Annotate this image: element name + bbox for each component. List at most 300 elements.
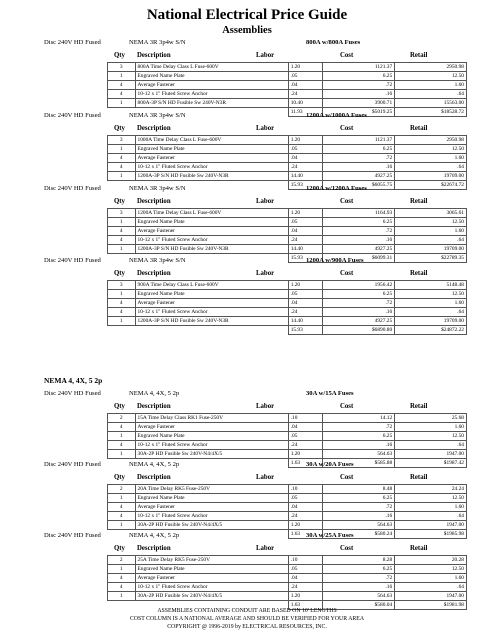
assembly-section <box>0 183 494 263</box>
section-rating: 800A w/800A Fuses <box>306 39 361 46</box>
cell-description: 10-12 x 1" Fluted Screw Anchor <box>135 236 288 245</box>
section-header <box>0 530 494 542</box>
cell-description: 900A Time Delay Class L Fuse-600V <box>135 281 288 290</box>
cell-qty: 4 <box>108 308 136 317</box>
col-retail: Retail <box>410 270 428 277</box>
cell-cost: .16 <box>323 90 395 99</box>
cell-cost: 564.63 <box>323 592 395 601</box>
section-type: Disc 240V HD Fused <box>44 257 101 264</box>
cell-labor: .05 <box>288 565 323 574</box>
cell-description: 30A-2P HD Fusible Sw 240V-N4/4X/5 <box>135 592 288 601</box>
cell-retail: 12.50 <box>395 290 467 299</box>
cell-retail: 2950.98 <box>395 63 467 72</box>
cell-cost: .72 <box>323 299 395 308</box>
cell-cost: 8.28 <box>323 556 395 565</box>
cell-qty: 1 <box>108 145 136 154</box>
cell-retail: 12.50 <box>395 565 467 574</box>
table-row <box>108 227 467 236</box>
column-headers <box>0 196 494 208</box>
footer-line-1: ASSEMBLIES CONTAINING CONDUIT ARE BASED ON 10' LENGTHS <box>157 608 337 614</box>
cell-retail: .64 <box>395 236 467 245</box>
section-header <box>0 255 494 267</box>
cell-labor: .05 <box>288 494 323 503</box>
cell-qty: 4 <box>108 423 136 432</box>
table-row <box>108 145 467 154</box>
cell-cost: .16 <box>323 512 395 521</box>
cell-retail: 12.50 <box>395 72 467 81</box>
cell-cost: 1121.37 <box>323 136 395 145</box>
cell-retail: 1.60 <box>395 299 467 308</box>
table-row <box>108 209 467 218</box>
cell-retail: 15563.00 <box>395 99 467 108</box>
cell-cost: 6.25 <box>323 432 395 441</box>
column-headers <box>0 50 494 62</box>
cell-cost: .16 <box>323 236 395 245</box>
cell-labor: .10 <box>288 414 323 423</box>
cell-qty: 1 <box>108 218 136 227</box>
table-row <box>108 512 467 521</box>
cell-qty: 1 <box>108 565 136 574</box>
col-cost: Cost <box>340 545 354 552</box>
cell-labor: .04 <box>288 423 323 432</box>
cell-qty: 1 <box>108 592 136 601</box>
column-headers <box>0 268 494 280</box>
col-cost: Cost <box>340 474 354 481</box>
section-rating: 1200A w/1200A Fuses <box>306 185 367 192</box>
cell-description: 30A-2P HD Fusible Sw 240V-N4/4X/5 <box>135 450 288 459</box>
col-description: Description <box>137 403 171 410</box>
total-retail: $22674.72 <box>395 181 467 190</box>
cell-labor: 14.40 <box>288 317 323 326</box>
items-table <box>107 135 467 190</box>
col-description: Description <box>137 545 171 552</box>
table-row <box>108 432 467 441</box>
cell-cost: 4927.25 <box>323 172 395 181</box>
cell-description: 1200A-3P S/N HD Fusible Sw 240V-N3R <box>135 317 288 326</box>
total-row <box>108 326 467 335</box>
page-title: National Electrical Price Guide <box>146 7 348 23</box>
total-retail: $1987.42 <box>395 459 467 468</box>
table-row <box>108 299 467 308</box>
column-headers <box>0 472 494 484</box>
table-row <box>108 521 467 530</box>
cell-qty: 3 <box>108 136 136 145</box>
col-labor: Labor <box>256 125 275 132</box>
total-cost: $580.24 <box>323 530 395 539</box>
cell-cost: 564.63 <box>323 450 395 459</box>
cell-cost: 3900.71 <box>323 99 395 108</box>
total-retail: $18528.72 <box>395 108 467 117</box>
table-row <box>108 556 467 565</box>
total-retail: $24872.22 <box>395 326 467 335</box>
col-cost: Cost <box>340 403 354 410</box>
cell-description: Average Fastener <box>135 227 288 236</box>
cell-labor: .24 <box>288 441 323 450</box>
assembly-section <box>0 459 494 539</box>
section-enclosure: NEMA 3R 3p4w S/N <box>129 185 186 192</box>
cell-qty: 1 <box>108 245 136 254</box>
table-row <box>108 423 467 432</box>
col-retail: Retail <box>410 125 428 132</box>
cell-retail: 25.68 <box>395 414 467 423</box>
cell-labor: .24 <box>288 90 323 99</box>
cell-retail: 19709.00 <box>395 172 467 181</box>
cell-description: Engraved Name Plate <box>135 72 288 81</box>
cell-retail: 19709.00 <box>395 317 467 326</box>
section-header <box>0 37 494 49</box>
section-type: Disc 240V HD Fused <box>44 112 101 119</box>
table-row <box>108 154 467 163</box>
cell-cost: .16 <box>323 163 395 172</box>
cell-qty: 3 <box>108 209 136 218</box>
total-cost: $585.88 <box>323 459 395 468</box>
cell-cost: 6.25 <box>323 218 395 227</box>
table-row <box>108 450 467 459</box>
group-heading: NEMA 4, 4X, 5 2p <box>44 376 103 385</box>
footer-line-2: COST COLUMN IS A NATIONAL AVERAGE AND SHOULD BE VERIFIED FOR YOUR AREA <box>129 616 365 622</box>
table-row <box>108 583 467 592</box>
section-type: Disc 240V HD Fused <box>44 532 101 539</box>
total-cost: $6055.75 <box>323 181 395 190</box>
table-row <box>108 90 467 99</box>
col-description: Description <box>137 270 171 277</box>
cell-qty: 4 <box>108 503 136 512</box>
col-cost: Cost <box>340 198 354 205</box>
cell-retail: 1.60 <box>395 81 467 90</box>
cell-labor: .05 <box>288 145 323 154</box>
cell-cost: 6.25 <box>323 494 395 503</box>
cell-qty: 1 <box>108 494 136 503</box>
cell-qty: 4 <box>108 299 136 308</box>
cell-description: Engraved Name Plate <box>135 290 288 299</box>
table-row <box>108 236 467 245</box>
cell-description: 20A Time Delay RK5 Fuse-250V <box>135 485 288 494</box>
section-type: Disc 240V HD Fused <box>44 185 101 192</box>
cell-qty: 1 <box>108 99 136 108</box>
cell-description: Engraved Name Plate <box>135 565 288 574</box>
cell-retail: .64 <box>395 163 467 172</box>
table-row <box>108 136 467 145</box>
col-retail: Retail <box>410 403 428 410</box>
cell-description: 800A-3P S/N HD Fusible Sw 240V-N3R <box>135 99 288 108</box>
cell-retail: 12.50 <box>395 218 467 227</box>
footer <box>0 607 494 631</box>
cell-description: 1200A-3P S/N HD Fusible Sw 240V-N3R <box>135 172 288 181</box>
table-row <box>108 565 467 574</box>
cell-retail: .64 <box>395 308 467 317</box>
cell-qty: 1 <box>108 317 136 326</box>
col-description: Description <box>137 52 171 59</box>
cell-labor: .05 <box>288 72 323 81</box>
cell-labor: 1.20 <box>288 63 323 72</box>
col-description: Description <box>137 198 171 205</box>
col-labor: Labor <box>256 198 275 205</box>
cell-description: 1000A Time Delay Class L Fuse-600V <box>135 136 288 145</box>
cell-cost: .16 <box>323 583 395 592</box>
table-row <box>108 63 467 72</box>
cell-qty: 1 <box>108 432 136 441</box>
cell-cost: .72 <box>323 574 395 583</box>
assembly-section <box>0 388 494 468</box>
cell-qty: 1 <box>108 290 136 299</box>
items-table <box>107 555 467 610</box>
col-retail: Retail <box>410 545 428 552</box>
cell-labor: 14.40 <box>288 245 323 254</box>
cell-qty: 2 <box>108 485 136 494</box>
cell-qty: 3 <box>108 281 136 290</box>
col-qty: Qty <box>114 198 125 205</box>
items-table <box>107 280 467 335</box>
cell-labor: .04 <box>288 227 323 236</box>
total-labor: 15.93 <box>288 326 323 335</box>
cell-qty: 2 <box>108 556 136 565</box>
section-type: Disc 240V HD Fused <box>44 39 101 46</box>
cell-qty: 3 <box>108 63 136 72</box>
cell-cost: 14.12 <box>323 414 395 423</box>
cell-retail: 12.50 <box>395 145 467 154</box>
cell-retail: 20.28 <box>395 556 467 565</box>
cell-labor: .04 <box>288 154 323 163</box>
col-description: Description <box>137 474 171 481</box>
table-row <box>108 308 467 317</box>
section-rating: 30A w/25A Fuses <box>306 532 354 539</box>
total-retail: $1985.98 <box>395 530 467 539</box>
cell-qty: 1 <box>108 72 136 81</box>
section-rating: 1200A w/1000A Fuses <box>306 112 367 119</box>
cell-cost: .72 <box>323 81 395 90</box>
cell-description: 10-12 x 1" Fluted Screw Anchor <box>135 163 288 172</box>
column-headers <box>0 543 494 555</box>
cell-labor: .24 <box>288 236 323 245</box>
cell-qty: 1 <box>108 172 136 181</box>
cell-cost: .16 <box>323 441 395 450</box>
col-qty: Qty <box>114 545 125 552</box>
cell-labor: 1.20 <box>288 521 323 530</box>
cell-labor: 1.20 <box>288 209 323 218</box>
section-enclosure: NEMA 3R 3p4w S/N <box>129 112 186 119</box>
section-header <box>0 110 494 122</box>
total-cost: $580.04 <box>323 601 395 610</box>
cell-qty: 4 <box>108 574 136 583</box>
cell-cost: 6.25 <box>323 290 395 299</box>
items-table <box>107 62 467 117</box>
table-row <box>108 592 467 601</box>
table-row <box>108 317 467 326</box>
cell-description: 1200A Time Delay Class L Fuse-600V <box>135 209 288 218</box>
cell-cost: .72 <box>323 503 395 512</box>
cell-labor: .24 <box>288 512 323 521</box>
assembly-section <box>0 255 494 335</box>
cell-retail: 1.60 <box>395 423 467 432</box>
cell-labor: .05 <box>288 218 323 227</box>
cell-cost: 6.25 <box>323 145 395 154</box>
cell-cost: 1164.93 <box>323 209 395 218</box>
cell-labor: .05 <box>288 290 323 299</box>
total-labor: 1.63 <box>288 459 323 468</box>
total-retail: $22789.35 <box>395 254 467 263</box>
cell-qty: 4 <box>108 583 136 592</box>
cell-qty: 4 <box>108 154 136 163</box>
cell-retail: 1.60 <box>395 574 467 583</box>
cell-description: Average Fastener <box>135 154 288 163</box>
cell-qty: 4 <box>108 236 136 245</box>
cell-description: 10-12 x 1" Fluted Screw Anchor <box>135 583 288 592</box>
cell-retail: 2950.98 <box>395 136 467 145</box>
col-qty: Qty <box>114 403 125 410</box>
assembly-section <box>0 37 494 117</box>
cell-retail: 1.60 <box>395 227 467 236</box>
cell-retail: 3065.61 <box>395 209 467 218</box>
column-headers <box>0 123 494 135</box>
cell-labor: 14.40 <box>288 172 323 181</box>
table-row <box>108 494 467 503</box>
cell-retail: 1947.00 <box>395 592 467 601</box>
cell-retail: 1947.00 <box>395 450 467 459</box>
table-row <box>108 163 467 172</box>
total-labor: 15.93 <box>288 181 323 190</box>
cell-labor: .10 <box>288 556 323 565</box>
cell-labor: .05 <box>288 432 323 441</box>
col-qty: Qty <box>114 474 125 481</box>
cell-retail: 1.60 <box>395 503 467 512</box>
cell-labor: .04 <box>288 299 323 308</box>
cell-labor: 1.20 <box>288 136 323 145</box>
cell-labor: 1.20 <box>288 281 323 290</box>
section-header <box>0 388 494 400</box>
cell-empty <box>135 326 288 335</box>
cell-cost: 8.48 <box>323 485 395 494</box>
section-rating: 30A w/20A Fuses <box>306 461 354 468</box>
cell-description: 10-12 x 1" Fluted Screw Anchor <box>135 308 288 317</box>
col-description: Description <box>137 125 171 132</box>
assembly-section <box>0 110 494 190</box>
footer-line-3: COPYRIGHT @ 1996-2019 by ELECTRICAL RESOURCES, INC. <box>167 624 327 630</box>
cell-cost: 564.63 <box>323 521 395 530</box>
col-qty: Qty <box>114 125 125 132</box>
section-header <box>0 183 494 195</box>
total-retail: $1981.98 <box>395 601 467 610</box>
total-cost: $6099.31 <box>323 254 395 263</box>
col-retail: Retail <box>410 474 428 481</box>
cell-cost: 1121.37 <box>323 63 395 72</box>
table-row <box>108 99 467 108</box>
table-row <box>108 441 467 450</box>
cell-qty: 4 <box>108 512 136 521</box>
table-row <box>108 414 467 423</box>
cell-qty: 1 <box>108 521 136 530</box>
cell-retail: .64 <box>395 90 467 99</box>
section-header <box>0 459 494 471</box>
cell-retail: .64 <box>395 512 467 521</box>
col-retail: Retail <box>410 198 428 205</box>
page-subtitle: Assemblies <box>222 25 272 36</box>
table-row <box>108 574 467 583</box>
table-row <box>108 503 467 512</box>
total-cost: $6890.80 <box>323 326 395 335</box>
cell-retail: 24.24 <box>395 485 467 494</box>
cell-qty: 4 <box>108 90 136 99</box>
cell-description: 10-12 x 1" Fluted Screw Anchor <box>135 90 288 99</box>
cell-labor: 1.20 <box>288 450 323 459</box>
cell-cost: 1956.42 <box>323 281 395 290</box>
cell-qty: 4 <box>108 163 136 172</box>
cell-cost: .72 <box>323 154 395 163</box>
cell-cost: 4927.25 <box>323 245 395 254</box>
col-qty: Qty <box>114 52 125 59</box>
col-labor: Labor <box>256 474 275 481</box>
cell-retail: 1.60 <box>395 154 467 163</box>
total-labor: 11.93 <box>288 108 323 117</box>
cell-cost: .72 <box>323 227 395 236</box>
cell-retail: 5148.48 <box>395 281 467 290</box>
table-row <box>108 485 467 494</box>
cell-labor: 1.20 <box>288 592 323 601</box>
cell-labor: .04 <box>288 574 323 583</box>
cell-description: Engraved Name Plate <box>135 145 288 154</box>
table-row <box>108 172 467 181</box>
section-enclosure: NEMA 4, 4X, 5 2p <box>129 532 180 539</box>
cell-qty: 4 <box>108 227 136 236</box>
section-rating: 30A w/15A Fuses <box>306 390 354 397</box>
section-enclosure: NEMA 3R 3p4w S/N <box>129 257 186 264</box>
cell-description: 1200A-3P S/N HD Fusible Sw 240V-N3R <box>135 245 288 254</box>
assembly-section <box>0 530 494 610</box>
section-enclosure: NEMA 4, 4X, 5 2p <box>129 461 180 468</box>
cell-description: Average Fastener <box>135 503 288 512</box>
cell-retail: .64 <box>395 583 467 592</box>
cell-labor: .10 <box>288 485 323 494</box>
cell-cost: 4927.25 <box>323 317 395 326</box>
total-labor: 15.93 <box>288 254 323 263</box>
cell-qty: 4 <box>108 441 136 450</box>
cell-qty: 1 <box>108 450 136 459</box>
table-row <box>108 281 467 290</box>
section-enclosure: NEMA 3R 3p4w S/N <box>129 39 186 46</box>
cell-cost: .16 <box>323 308 395 317</box>
table-row <box>108 290 467 299</box>
cell-labor: .24 <box>288 583 323 592</box>
col-cost: Cost <box>340 270 354 277</box>
cell-labor: 10.40 <box>288 99 323 108</box>
cell-retail: 19709.00 <box>395 245 467 254</box>
col-retail: Retail <box>410 52 428 59</box>
cell-cost: .72 <box>323 423 395 432</box>
total-labor: 1.63 <box>288 530 323 539</box>
cell-description: 25A Time Delay RK5 Fuse-250V <box>135 556 288 565</box>
cell-description: 15A Time Delay Class RK1 Fuse-250V <box>135 414 288 423</box>
total-cost: $5019.25 <box>323 108 395 117</box>
col-labor: Labor <box>256 52 275 59</box>
cell-qty: 4 <box>108 81 136 90</box>
table-row <box>108 81 467 90</box>
cell-retail: .64 <box>395 441 467 450</box>
col-labor: Labor <box>256 403 275 410</box>
cell-labor: .24 <box>288 308 323 317</box>
cell-description: Engraved Name Plate <box>135 218 288 227</box>
section-type: Disc 240V HD Fused <box>44 390 101 397</box>
cell-retail: 12.50 <box>395 432 467 441</box>
total-labor: 1.63 <box>288 601 323 610</box>
col-cost: Cost <box>340 52 354 59</box>
table-row <box>108 245 467 254</box>
cell-description: Average Fastener <box>135 81 288 90</box>
cell-labor: .04 <box>288 503 323 512</box>
cell-labor: .04 <box>288 81 323 90</box>
cell-qty: 2 <box>108 414 136 423</box>
cell-description: Average Fastener <box>135 423 288 432</box>
cell-cost: 6.25 <box>323 72 395 81</box>
cell-cost: 6.25 <box>323 565 395 574</box>
